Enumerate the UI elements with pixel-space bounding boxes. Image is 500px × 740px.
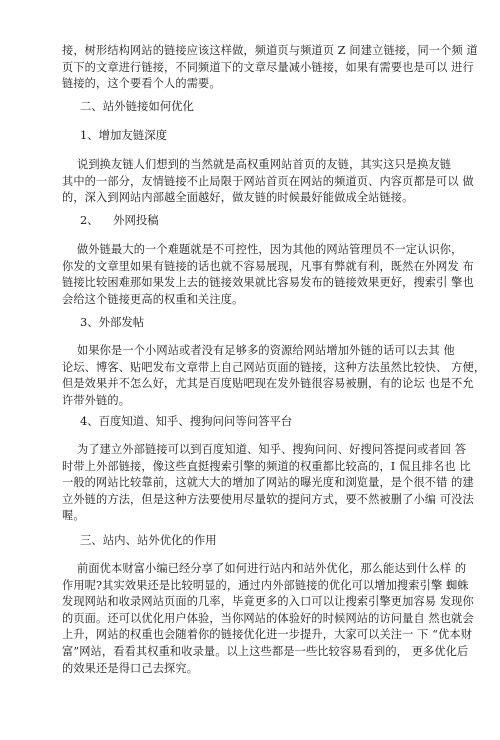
paragraph-line: 但是效果并不怎么好，尤其是百度贴吧现在发外链很容易被删，有的论坛 也是不允 bbox=[62, 377, 474, 391]
paragraph-line: 时带上外部链接，像这些直挺搜索引擎的频道的权重都比较高的，I 侃且排名也 比 bbox=[62, 459, 471, 473]
paragraph-line: 一般的网站比较靠前，这就大大的增加了网站的曝光度和浏览量，是个很不错 的建 bbox=[62, 476, 474, 490]
paragraph-line: 作用呢?其实效果还是比较明显的，通过内外部链接的优化可以增加搜索引擎 蜘蛛 bbox=[62, 578, 469, 592]
paragraph-line: 喔。 bbox=[62, 509, 85, 523]
section-heading: 三、站内、站外优化的作用 bbox=[80, 533, 217, 547]
paragraph-line: 前面优本财富小编已经分享了如何进行站内和站外优化，那么能达到什么样 的 bbox=[77, 562, 467, 575]
intro-paragraph bbox=[62, 43, 478, 93]
paragraph-line: 立外链的方法，但是这种方法要使用尽量软的提问方式，要不然被删了小编 可没法 bbox=[62, 492, 474, 506]
paragraph-line: 会给这个链接更高的权重和关注度。 bbox=[62, 292, 244, 306]
paragraph-line: 如果你是一个小网站或者没有足够多的资源给网站增加外链的话可以去其 他 bbox=[77, 344, 455, 357]
paragraph-line: 许带外链的。 bbox=[62, 393, 131, 407]
subsection-heading: 4、百度知道、知乎、搜狗问问等问答平台 bbox=[80, 414, 293, 428]
subsection-paragraph bbox=[62, 242, 474, 308]
paragraph-line: 的，深入到网站内部越全面越好，做友链的时候最好能做成全站链接。 bbox=[62, 191, 414, 205]
paragraph-line: 的效果还是得口己去探究。 bbox=[62, 661, 199, 675]
subsection-heading: 1、增加友链深度 bbox=[80, 128, 167, 142]
paragraph-line: 你发的文章里如果有链接的话也就不容易展现，凡事有弊就有利，既然在外网发 布 bbox=[62, 259, 474, 273]
paragraph-line: 页下的文章进行链接，不同频道下的文章尽量减小链接，如果有需要也是可以 进行 bbox=[62, 60, 474, 74]
subsection-paragraph bbox=[62, 343, 486, 409]
paragraph-line: 链接的，这个要看个人的需要。 bbox=[62, 77, 221, 91]
paragraph-line: 的页面。还可以优化用户体验，当你网站的体验好的时候网站的访问量自 然也就会 bbox=[62, 611, 474, 625]
paragraph-line: 上升，网站的权重也会随着你的链接优化进一步提升，大家可以关注一 下 “优本财 bbox=[62, 628, 473, 642]
subsection-heading: 3、外部发帖 bbox=[80, 315, 145, 329]
paragraph-line: 论坛、博客、贴吧发布文章带上自己网站页面的链接，这种方法虽然比较快、 方便， bbox=[62, 360, 486, 374]
subsection-paragraph bbox=[62, 157, 474, 207]
subsection-heading: 2、 外网投稿 bbox=[80, 213, 159, 227]
section-paragraph bbox=[62, 561, 474, 677]
paragraph-line: 富”网站，看看其权重和收录量。以上这些都是一些比较容易看到的， 更多优化后 bbox=[62, 644, 469, 658]
paragraph-line: 做外链最大的一个难题就是不可控性，因为其他的网站管理员不一定认识你， bbox=[77, 243, 463, 256]
paragraph-line: 发现网站和收录网站页面的几率，毕竟更多的入口可以让搜索引擎更加容易 发现你 bbox=[62, 595, 474, 609]
paragraph-line: 说到换友链人们想到的当然就是高权重网站首页的友链，其实这只是换友链 bbox=[77, 158, 452, 171]
paragraph-line: 为了建立外部链接可以到百度知道、知乎、搜狗问问、好搜问答提问或者回 答 bbox=[77, 443, 467, 456]
paragraph-line: 链接比较困难那如果发上去的链接效果就比容易发布的链接效果更好，搜索引 擎也 bbox=[62, 276, 474, 290]
paragraph-line: 其中的一部分，友情链接不止局限于网站首页在网站的频道页、内容页都是可以 做 bbox=[62, 174, 474, 188]
subsection-paragraph bbox=[62, 442, 474, 525]
paragraph-line: 接，树形结构网站的链接应该这样做，频道页与频道页 Z 间建立链接，同一个频 道 bbox=[62, 44, 478, 57]
section-heading: 二、站外链接如何优化 bbox=[80, 99, 194, 113]
